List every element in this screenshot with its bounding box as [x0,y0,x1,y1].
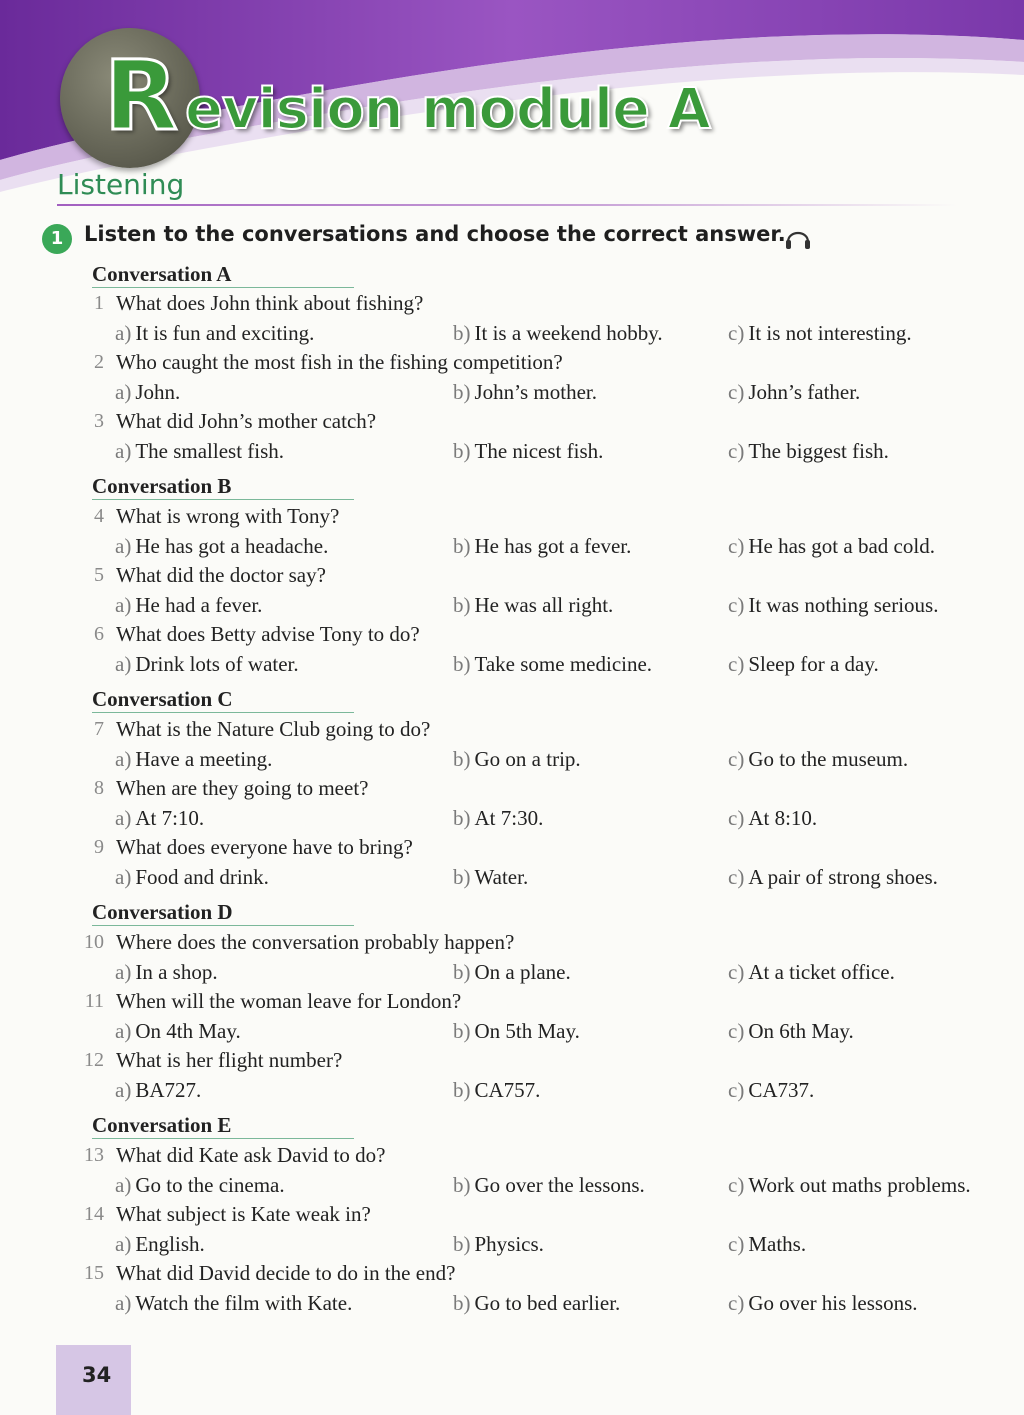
option-label: a) [115,593,132,617]
option-label: b) [453,380,471,404]
option-b[interactable] [453,321,663,346]
option-c[interactable] [728,321,912,346]
option-c[interactable] [728,960,895,985]
option-label: b) [453,652,471,676]
option-b[interactable] [453,1019,580,1044]
question-text: When are they going to meet? [116,776,369,800]
option-label: b) [453,865,471,889]
conversation-heading: Conversation B [92,474,232,498]
option-a[interactable] [115,1173,285,1198]
question-text: What is her flight number? [116,1048,343,1072]
option-text: Go to the cinema. [135,1173,285,1197]
option-b[interactable] [453,1078,540,1103]
option-a[interactable] [115,1019,241,1044]
question-number: 11 [84,990,104,1012]
question-number: 5 [94,564,104,586]
option-text: At a ticket office. [748,960,895,984]
option-c[interactable] [728,1019,854,1044]
question-number: 9 [94,836,104,858]
option-text: On 6th May. [748,1019,854,1043]
question-number: 2 [94,351,104,373]
option-text: John’s mother. [474,380,598,404]
option-text: On 5th May. [474,1019,580,1043]
option-text: A pair of strong shoes. [748,865,938,889]
option-a[interactable] [115,1291,352,1316]
option-label: c) [728,1078,745,1102]
option-text: Food and drink. [135,865,269,889]
option-text: Watch the film with Kate. [135,1291,353,1315]
option-text: Go over his lessons. [748,1291,918,1315]
question-text: What does everyone have to bring? [116,835,413,859]
option-label: b) [453,1078,471,1102]
option-label: b) [453,439,471,463]
option-b[interactable] [453,439,603,464]
option-label: c) [728,1291,745,1315]
option-label: c) [728,380,745,404]
option-text: Water. [474,865,529,889]
option-label: b) [453,534,471,558]
option-b[interactable] [453,1291,620,1316]
option-label: a) [115,321,132,345]
option-text: On a plane. [474,960,571,984]
option-label: a) [115,652,132,676]
option-label: b) [453,1232,471,1256]
option-text: On 4th May. [135,1019,241,1043]
conversation-heading: Conversation D [92,900,233,924]
option-text: English. [135,1232,205,1256]
option-label: a) [115,1291,132,1315]
option-a[interactable] [115,1078,201,1103]
option-text: Go over the lessons. [474,1173,645,1197]
option-text: Sleep for a day. [748,652,879,676]
option-b[interactable] [453,1232,544,1257]
option-a[interactable] [115,380,180,405]
option-b[interactable] [453,747,581,772]
option-label: a) [115,1173,132,1197]
option-b[interactable] [453,380,597,405]
option-label: c) [728,321,745,345]
option-b[interactable] [453,865,528,890]
option-b[interactable] [453,652,652,677]
page-number: 34 [82,1363,112,1387]
option-label: c) [728,652,745,676]
question-number: 3 [94,410,104,432]
option-c[interactable] [728,380,860,405]
option-text: At 8:10. [748,806,818,830]
option-text: At 7:10. [135,806,205,830]
option-label: c) [728,534,745,558]
option-text: He has got a headache. [135,534,329,558]
question-number: 15 [84,1262,104,1284]
headphones-icon[interactable] [784,222,812,252]
option-c[interactable] [728,1291,918,1316]
option-b[interactable] [453,1173,645,1198]
option-a[interactable] [115,960,218,985]
conversation-underline [92,287,354,288]
option-label: a) [115,806,132,830]
option-text: It was nothing serious. [748,593,939,617]
option-text: It is not interesting. [748,321,912,345]
option-text: John’s father. [748,380,861,404]
option-text: The biggest fish. [748,439,889,463]
option-label: c) [728,806,745,830]
conversation-underline [92,925,354,926]
option-text: It is fun and exciting. [135,321,315,345]
option-text: Drink lots of water. [135,652,299,676]
question-text: Where does the conversation probably happen? [116,930,515,954]
option-label: c) [728,1019,745,1043]
question-text: What subject is Kate weak in? [116,1202,371,1226]
option-c[interactable] [728,1078,814,1103]
question-number: 8 [94,777,104,799]
option-text: CA757. [474,1078,541,1102]
option-text: He has got a fever. [474,534,632,558]
option-text: Go on a trip. [474,747,581,771]
option-label: b) [453,1291,471,1315]
question-number: 4 [94,505,104,527]
option-text: In a shop. [135,960,218,984]
option-c[interactable] [728,439,889,464]
option-label: c) [728,960,745,984]
option-c[interactable] [728,534,935,559]
option-label: a) [115,960,132,984]
option-text: At 7:30. [474,806,544,830]
option-c[interactable] [728,806,817,831]
conversation-underline [92,712,354,713]
option-b[interactable] [453,534,631,559]
question-text: Who caught the most fish in the fishing competition? [116,350,563,374]
section-divider [57,204,957,206]
option-label: a) [115,534,132,558]
question-number: 1 [94,292,104,314]
question-text: What is wrong with Tony? [116,504,340,528]
option-c[interactable] [728,652,879,677]
option-label: a) [115,380,132,404]
question-text: What does Betty advise Tony to do? [116,622,420,646]
option-a[interactable] [115,865,269,890]
option-label: c) [728,593,745,617]
exercise-instruction: Listen to the conversations and choose the correct answer. [84,222,786,246]
option-c[interactable] [728,747,908,772]
question-text: What does John think about fishing? [116,291,424,315]
conversation-underline [92,1138,354,1139]
option-a[interactable] [115,1232,205,1257]
option-text: Take some medicine. [474,652,653,676]
option-text: He was all right. [474,593,614,617]
question-text: What is the Nature Club going to do? [116,717,431,741]
module-title [60,28,760,168]
option-b[interactable] [453,806,543,831]
question-text: What did John’s mother catch? [116,409,377,433]
question-number: 6 [94,623,104,645]
option-text: CA737. [748,1078,815,1102]
option-label: b) [453,747,471,771]
option-a[interactable] [115,321,314,346]
option-a[interactable] [115,747,272,772]
option-a[interactable] [115,652,299,677]
option-text: The smallest fish. [135,439,285,463]
conversation-underline [92,499,354,500]
option-label: c) [728,747,745,771]
option-a[interactable] [115,534,328,559]
option-label: a) [115,1078,132,1102]
option-text: The nicest fish. [474,439,604,463]
conversation-heading: Conversation C [92,687,233,711]
option-text: He has got a bad cold. [748,534,935,558]
option-label: b) [453,593,471,617]
option-text: Have a meeting. [135,747,273,771]
option-text: Maths. [748,1232,807,1256]
option-a[interactable] [115,806,204,831]
option-text: BA727. [135,1078,202,1102]
question-number: 10 [84,931,104,953]
conversation-heading: Conversation A [92,262,232,286]
option-b[interactable] [453,593,613,618]
option-c[interactable] [728,1232,806,1257]
option-text: It is a weekend hobby. [474,321,663,345]
exercise-number-badge: 1 [42,224,72,254]
option-text: He had a fever. [135,593,263,617]
question-text: What did David decide to do in the end? [116,1261,456,1285]
option-label: a) [115,747,132,771]
option-label: a) [115,1232,132,1256]
question-number: 14 [84,1203,104,1225]
question-number: 7 [94,718,104,740]
option-label: c) [728,865,745,889]
option-text: Work out maths problems. [748,1173,971,1197]
option-label: b) [453,321,471,345]
option-c[interactable] [728,865,938,890]
option-label: c) [728,1173,745,1197]
option-text: Physics. [474,1232,544,1256]
option-label: a) [115,1019,132,1043]
option-label: b) [453,1173,471,1197]
title-initial: R [104,40,178,152]
option-text: Go to bed earlier. [474,1291,621,1315]
option-label: a) [115,865,132,889]
option-a[interactable] [115,439,284,464]
option-text: Go to the museum. [748,747,909,771]
option-c[interactable] [728,1173,971,1198]
option-c[interactable] [728,593,938,618]
question-number: 12 [84,1049,104,1071]
option-label: b) [453,806,471,830]
question-text: What did the doctor say? [116,563,326,587]
conversation-heading: Conversation E [92,1113,232,1137]
title-text: evision module A [185,77,710,142]
option-label: b) [453,1019,471,1043]
option-label: c) [728,1232,745,1256]
option-label: a) [115,439,132,463]
option-a[interactable] [115,593,262,618]
option-label: c) [728,439,745,463]
option-text: John. [135,380,181,404]
question-number: 13 [84,1144,104,1166]
option-label: b) [453,960,471,984]
section-title: Listening [57,168,185,201]
option-b[interactable] [453,960,571,985]
question-text: What did Kate ask David to do? [116,1143,386,1167]
question-text: When will the woman leave for London? [116,989,462,1013]
